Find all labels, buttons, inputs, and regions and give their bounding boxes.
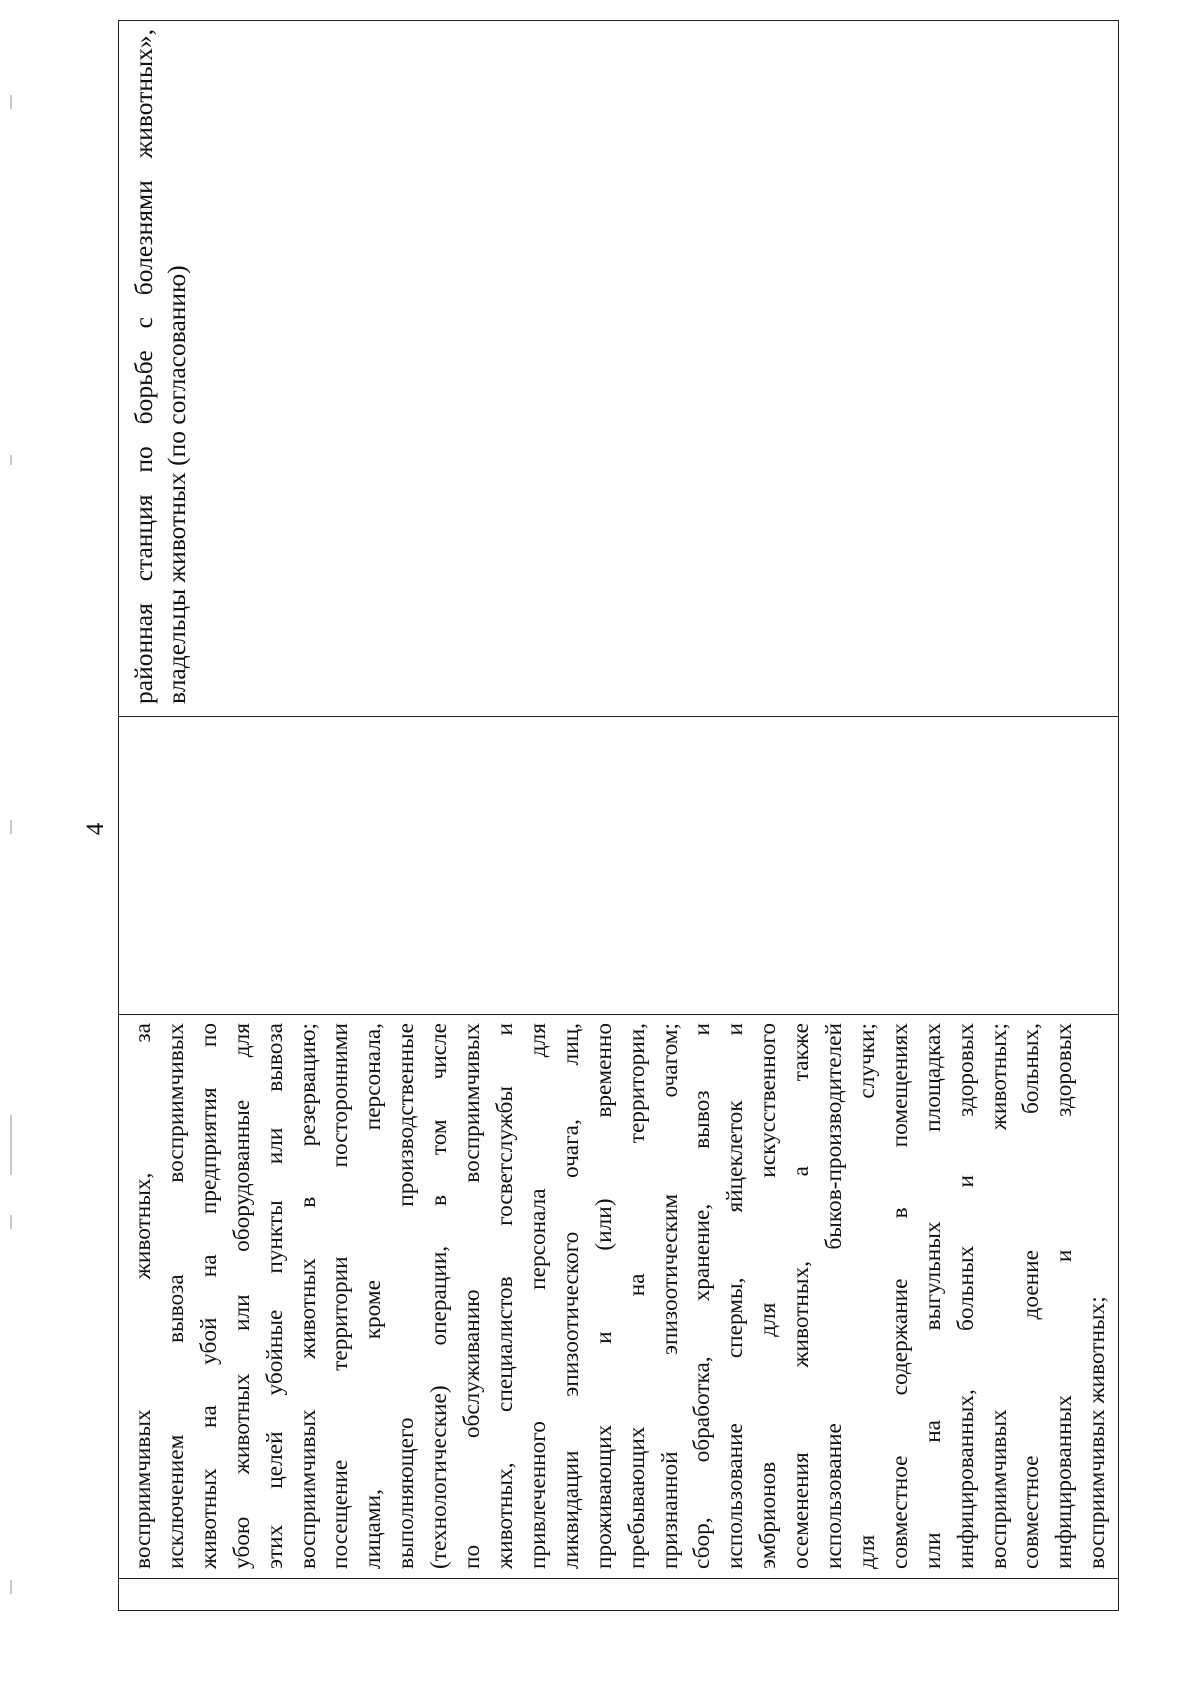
measure-line: сбор, обработка, хранение, вывоз и	[689, 1023, 716, 1569]
page-number: 4	[82, 822, 109, 836]
measure-line: использование спермы, яйцеклеток и	[722, 1023, 749, 1569]
measures-table	[118, 20, 1119, 1611]
measure-line: восприимчивых животных;	[1084, 1296, 1111, 1569]
measure-line: лицами, кроме персонала,	[360, 1023, 387, 1569]
measure-line: совместное содержание в помещениях	[886, 1023, 913, 1569]
measure-line: признанной эпизоотическим очагом;	[656, 1023, 683, 1569]
responsible-cell	[119, 21, 1119, 717]
measure-line: выполняющего производственные	[393, 1023, 420, 1569]
measure-line: ликвидации эпизоотического очага, лиц,	[557, 1023, 584, 1569]
measure-line: или на выгульных площадках	[919, 1023, 946, 1569]
measure-line: восприимчивых животных, за	[130, 1023, 156, 1569]
measure-line: (технологические) операции, в том числе	[426, 1023, 453, 1569]
table-row	[119, 21, 1119, 1611]
measure-line: проживающих и (или) временно	[590, 1023, 617, 1569]
measure-line: для случки;	[853, 1023, 880, 1569]
measure-line: восприимчивых животных в резервацию;	[294, 1023, 321, 1569]
row-number-cell	[119, 1579, 1119, 1611]
measure-line: совместное доение больных,	[1018, 1023, 1045, 1569]
measure-line: этих целей убойные пункты или вывоза	[261, 1023, 288, 1569]
measure-line: восприимчивых животных;	[985, 1023, 1012, 1569]
measure-line: инфицированных, больных и здоровых	[952, 1023, 979, 1569]
measure-line: животных на убой на предприятия по	[195, 1023, 222, 1569]
measure-line: инфицированных и здоровых	[1051, 1023, 1078, 1569]
measure-line: привлеченного персонала для	[524, 1023, 551, 1569]
measure-line: пребывающих на территории,	[623, 1023, 650, 1569]
measure-line: убою животных или оборудованные для	[228, 1023, 255, 1569]
term-cell	[119, 717, 1119, 1015]
measure-line: эмбрионов для искусственного	[755, 1023, 782, 1569]
responsible-line: владельцы животных (по согласованию)	[161, 265, 191, 704]
measures-cell	[119, 1015, 1119, 1579]
measure-line: посещение территории посторонними	[327, 1023, 354, 1569]
measure-line: осеменения животных, а также	[788, 1023, 815, 1569]
measure-line: животных, специалистов госветслужбы и	[491, 1023, 518, 1569]
measures-text	[127, 1023, 1114, 1569]
measure-line: исключением вывоза восприимчивых	[162, 1023, 189, 1569]
responsible-line: районная станция по борьбе с болезнями животных»,	[129, 29, 158, 704]
measure-line: использование быков-производителей	[821, 1023, 848, 1569]
measure-line: по обслуживанию восприимчивых	[459, 1023, 486, 1569]
